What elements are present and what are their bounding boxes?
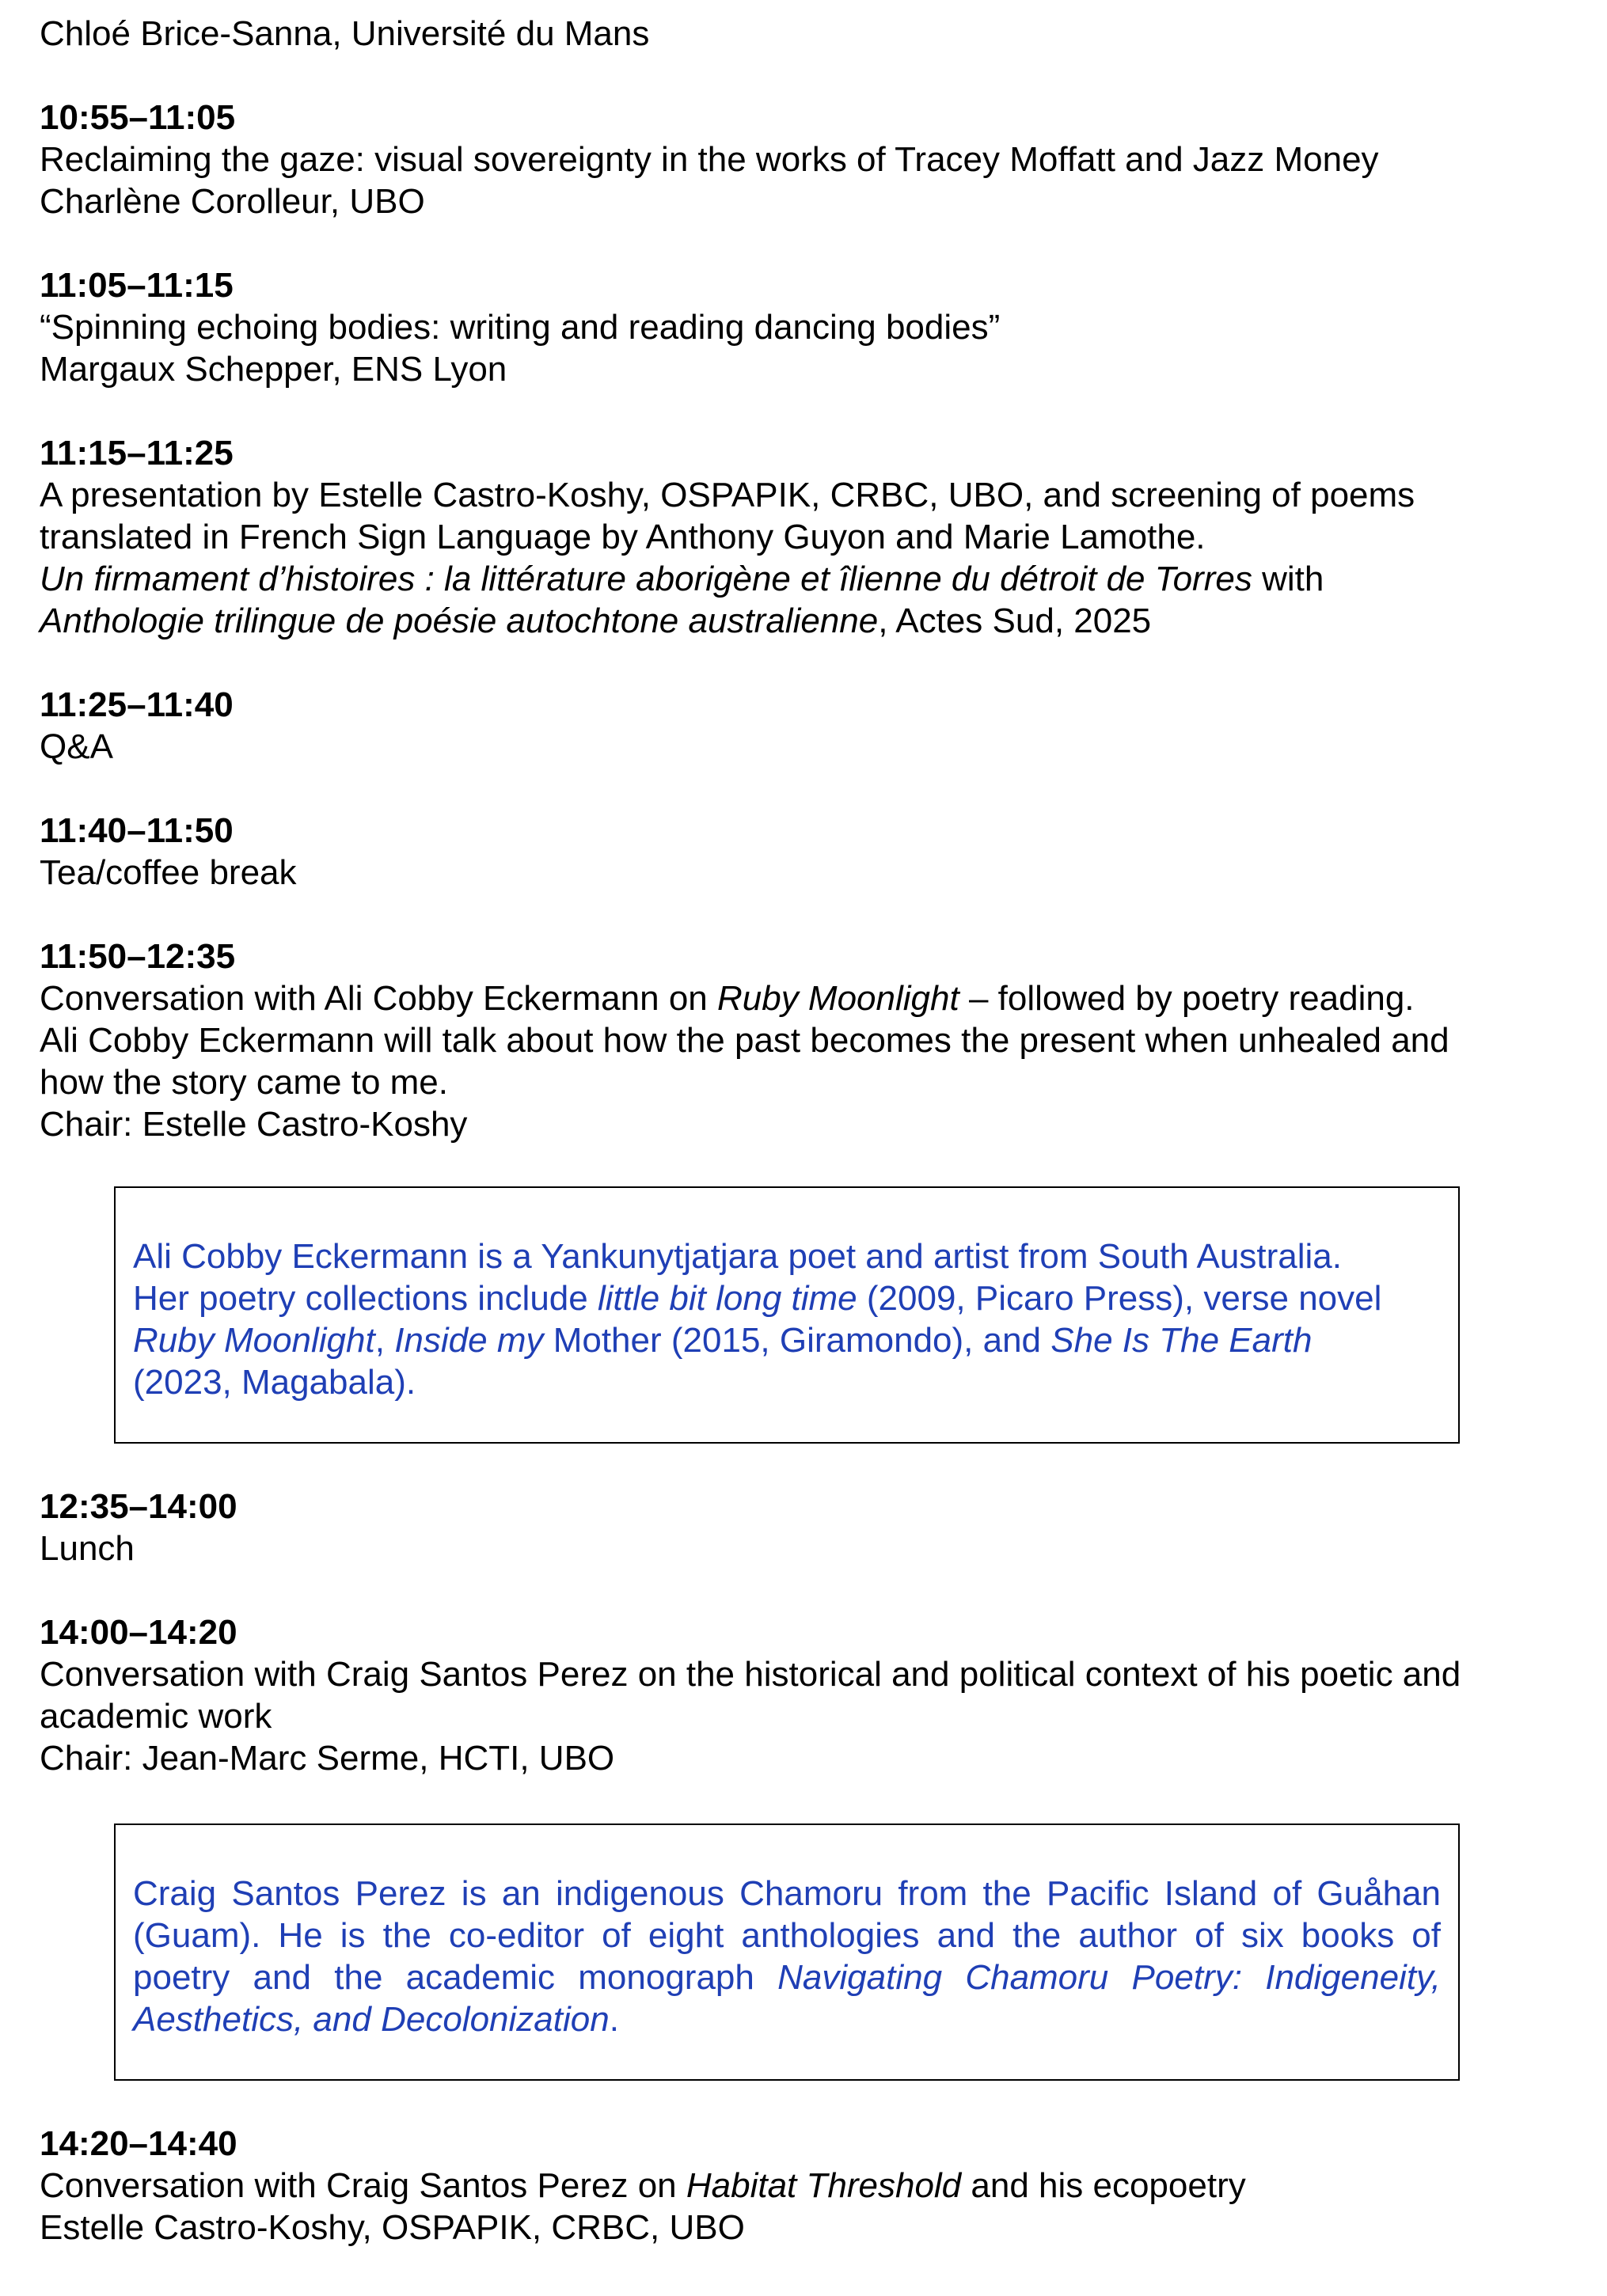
session-title-line xyxy=(40,977,1567,1019)
bio-text: (2009, Picaro Press), verse novel xyxy=(857,1279,1382,1318)
session-speaker: Margaux Schepper, ENS Lyon xyxy=(40,350,507,389)
book-reference-line xyxy=(40,600,1567,642)
bio-line xyxy=(133,1956,1441,1998)
book-title: Aesthetics, and Decolonization xyxy=(133,2000,610,2039)
book-title: She Is The Earth xyxy=(1050,1321,1313,1360)
book-title: little bit long time xyxy=(597,1279,857,1318)
bio-line xyxy=(133,1277,1441,1319)
bio-line xyxy=(133,1998,1441,2040)
session-1105 xyxy=(40,264,1567,390)
session-1420 xyxy=(40,2123,1567,2249)
session-title: Reclaiming the gaze: visual sovereignty in the works of Tracey Moffatt and Jazz Money xyxy=(40,140,1379,179)
session-description-line: A presentation by Estelle Castro-Koshy, OSPAPIK, CRBC, UBO, and screening of poems xyxy=(40,476,1415,514)
session-1150 xyxy=(40,935,1567,1145)
session-title-line: Conversation with Craig Santos Perez on the historical and political context of his poetic and xyxy=(40,1655,1461,1694)
session-title-line xyxy=(40,2165,1567,2207)
session-1235 xyxy=(40,1486,1567,1569)
book-title: Inside my xyxy=(394,1321,544,1360)
book-title: Ruby Moonlight xyxy=(133,1321,375,1360)
bio-text: Mother (2015, Giramondo), and xyxy=(543,1321,1051,1360)
book-title: Anthologie trilingue de poésie autochtone australienne xyxy=(40,602,879,640)
session-description-line: translated in French Sign Language by Anthony Guyon and Marie Lamothe. xyxy=(40,518,1206,556)
bio-line: (Guam). He is the co-editor of eight anthologies and the author of six books of xyxy=(133,1916,1441,1955)
intro-speaker: Chloé Brice-Sanna, Université du Mans xyxy=(40,14,650,53)
session-time: 11:40–11:50 xyxy=(40,811,234,850)
session-title-text: Conversation with Craig Santos Perez on xyxy=(40,2166,686,2205)
book-connector: with xyxy=(1252,560,1324,598)
session-time: 11:05–11:15 xyxy=(40,266,234,305)
session-title-text: Conversation with Ali Cobby Eckermann on xyxy=(40,979,717,1018)
session-1400 xyxy=(40,1611,1567,1779)
session-speaker: Charlène Corolleur, UBO xyxy=(40,182,425,221)
bio-line xyxy=(133,1319,1441,1361)
book-publisher: , Actes Sud, 2025 xyxy=(878,602,1152,640)
session-1115 xyxy=(40,432,1567,642)
session-description-line: Ali Cobby Eckermann will talk about how the past becomes the present when unhealed and xyxy=(40,1021,1449,1060)
session-title: “Spinning echoing bodies: writing and reading dancing bodies” xyxy=(40,308,1001,347)
bio-box-ali-cobby-eckermann xyxy=(114,1186,1460,1444)
session-time: 14:20–14:40 xyxy=(40,2124,237,2163)
session-speaker: Estelle Castro-Koshy, OSPAPIK, CRBC, UBO xyxy=(40,2208,745,2247)
bio-text: . xyxy=(609,2000,619,2039)
bio-text: poetry and the academic monograph xyxy=(133,1958,778,1997)
bio-line: Ali Cobby Eckermann is a Yankunytjatjara poet and artist from South Australia. xyxy=(133,1237,1342,1276)
bio-line: Craig Santos Perez is an indigenous Chamoru from the Pacific Island of Guåhan xyxy=(133,1874,1441,1913)
session-chair: Chair: Jean-Marc Serme, HCTI, UBO xyxy=(40,1739,615,1778)
session-title: Tea/coffee break xyxy=(40,853,297,892)
book-title: Ruby Moonlight xyxy=(716,979,959,1018)
programme-page xyxy=(40,13,1567,2249)
session-time: 11:15–11:25 xyxy=(40,434,234,472)
session-description-line: how the story came to me. xyxy=(40,1063,448,1102)
session-title: Lunch xyxy=(40,1529,135,1568)
session-1140 xyxy=(40,810,1567,894)
book-title: Habitat Threshold xyxy=(686,2166,962,2205)
session-title-line: academic work xyxy=(40,1697,272,1736)
session-time: 10:55–11:05 xyxy=(40,98,236,137)
bio-text: Her poetry collections include xyxy=(133,1279,598,1318)
bio-line: (2023, Magabala). xyxy=(133,1363,416,1402)
session-title-text: and his ecopoetry xyxy=(961,2166,1246,2205)
bio-box-craig-santos-perez xyxy=(114,1824,1460,2081)
session-1125 xyxy=(40,684,1567,768)
session-chair: Chair: Estelle Castro-Koshy xyxy=(40,1105,468,1144)
session-time: 14:00–14:20 xyxy=(40,1613,237,1652)
bio-text: , xyxy=(374,1321,395,1360)
book-title: Un firmament d’histoires : la littérature aborigène et îlienne du détroit de Torres xyxy=(40,560,1252,598)
session-title-text: – followed by poetry reading. xyxy=(959,979,1415,1018)
session-time: 11:25–11:40 xyxy=(40,685,234,724)
session-time: 11:50–12:35 xyxy=(40,937,236,976)
session-title: Q&A xyxy=(40,727,113,766)
book-title: Navigating Chamoru Poetry: Indigeneity, xyxy=(777,1958,1441,1997)
session-1055 xyxy=(40,97,1567,222)
book-reference-line xyxy=(40,558,1567,600)
session-time: 12:35–14:00 xyxy=(40,1487,237,1526)
